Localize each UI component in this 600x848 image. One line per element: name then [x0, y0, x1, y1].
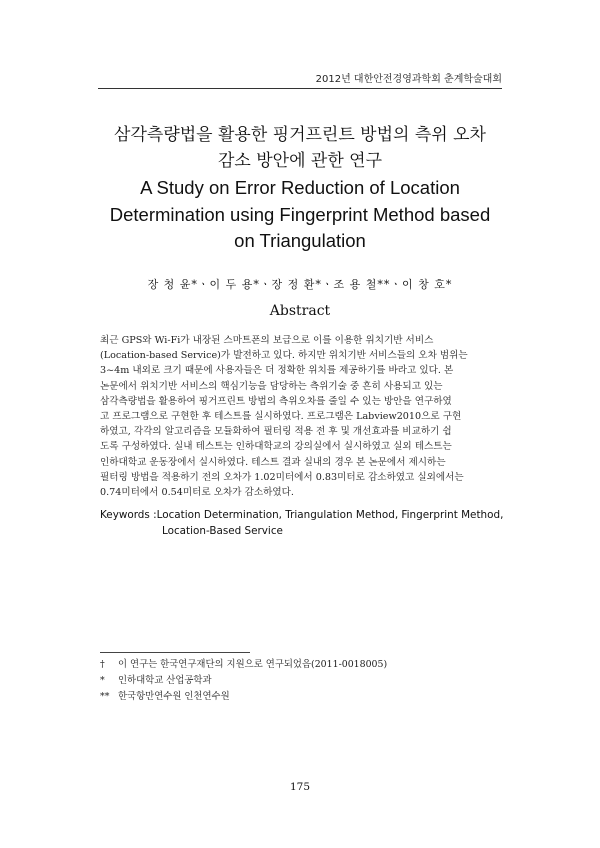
footnote-mark: †: [100, 659, 105, 670]
korean-title-line: 감소 방안에 관한 연구: [217, 151, 382, 171]
running-header: 2012년 대한안전경영과학회 춘계학술대회: [315, 74, 502, 85]
keywords-line: Location-Based Service: [162, 525, 283, 537]
english-title-line: A Study on Error Reduction of Location: [140, 177, 460, 198]
keywords-line: Location Determination, Triangulation Method, Fingerprint Method,: [156, 509, 504, 521]
footnote: [100, 673, 500, 689]
footnote: [100, 689, 500, 705]
footnote-text: 한국항만연수원 인천연수원: [118, 691, 230, 702]
footnote-rule: [100, 652, 250, 653]
abstract-body: [100, 333, 500, 500]
korean-title-line: 삼각측량법을 활용한 핑거프린트 방법의 측위 오차: [114, 125, 486, 145]
header-rule: [98, 88, 502, 89]
footnote-text: 이 연구는 한국연구재단의 지원으로 연구되었음(2011-0018005): [118, 659, 388, 670]
footnote: [100, 657, 500, 673]
abstract-line: 하였고, 각각의 알고리즘을 모듈화하여 필터링 적용 전 후 및 개선효과를 비교하기 쉽: [100, 426, 452, 438]
abstract-line: (Location-based Service)가 발전하고 있다. 하지만 위치기반 서비스들의 오차 범위는: [100, 350, 468, 362]
english-title-line: on Triangulation: [234, 230, 366, 251]
abstract-line: 인하대학교 운동장에서 실시하였다. 테스트 결과 실내의 경우 본 논문에서 제시하는: [100, 456, 446, 468]
footnotes: [100, 657, 500, 705]
footnote-mark: *: [100, 675, 105, 686]
abstract-line: 3~4m 내외로 크기 때문에 사용자들은 더 정확한 위치를 제공하기를 바라고 있다. 본: [100, 365, 454, 377]
abstract-line: 0.74미터에서 0.54미터로 오차가 감소하였다.: [100, 487, 294, 499]
abstract-line: 삼각측량법을 활용하여 핑거프린트 방법의 측위오차를 줄일 수 있는 방안을 연구하였: [100, 395, 452, 407]
abstract-line: 필터링 방법을 적용하기 전의 오차가 1.02미터에서 0.83미터로 감소하였고 실외에서는: [100, 471, 464, 483]
keywords-row: [100, 507, 502, 523]
abstract-line: 고 프로그램으로 구현한 후 테스트를 실시하였다. 프로그램은 Labview2010으로 구현: [100, 411, 462, 423]
abstract-heading: Abstract: [269, 303, 331, 319]
author-list: 장 청 윤*ㆍ이 두 용*ㆍ장 정 환*ㆍ조 용 철**ㆍ이 창 호*: [147, 278, 453, 291]
english-title: [90, 175, 510, 255]
korean-title: [98, 122, 502, 174]
footnote-text: 인하대학교 산업공학과: [118, 675, 212, 686]
keywords-block: [100, 507, 502, 539]
footnote-mark: **: [100, 691, 110, 702]
keywords-label: Keywords :: [100, 509, 157, 521]
abstract-line: 도록 구성하였다. 실내 테스트는 인하대학교의 강의실에서 실시하였고 실외 테스트는: [100, 441, 452, 453]
page-number: 175: [289, 781, 311, 793]
english-title-line: Determination using Fingerprint Method based: [109, 203, 491, 225]
abstract-line: 최근 GPS와 Wi-Fi가 내장된 스마트폰의 보급으로 이를 이용한 위치기반 서비스: [100, 335, 434, 346]
abstract-line: 논문에서 위치기반 서비스의 핵심기능을 담당하는 측위기술 중 흔히 사용되고 있는: [100, 380, 443, 392]
